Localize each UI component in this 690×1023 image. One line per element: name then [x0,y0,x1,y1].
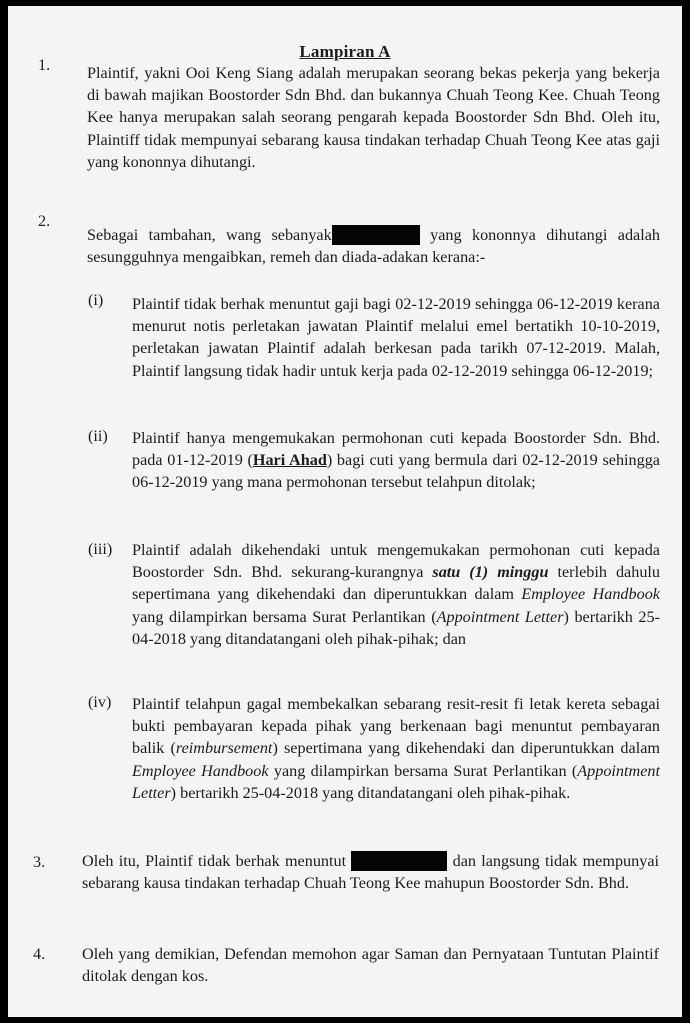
item-iii [132,539,660,650]
paragraph-2-text-a: Sebagai tambahan, wang sebanyak [87,226,332,244]
item-iii-text-d: ) bertarikh 25-04-2018 yang ditandatangani oleh pihak-pihak; dan [132,607,661,648]
paragraph-3-text-b: dan langsung tidak mempunyai sebarang kausa tindakan terhadap Chuah Teong Kee mahupun Boostorder Sdn. Bhd. [82,852,660,893]
paragraph-2-number: 2. [38,212,51,230]
item-ii [132,427,660,494]
employee-handbook-term: Employee Handbook [521,585,660,604]
paragraph-3-number: 3. [33,853,46,871]
item-ii-text-a: Plaintif hanya mengemukakan permohonan cuti kepada Boostorder Sdn. Bhd. pada 01-12-2019 ( [132,429,660,470]
paragraph-2-text-b: yang kononnya dihutangi adalah sesungguhnya mengaibkan, remeh dan diada-adakan kerana:- [87,226,660,267]
satu-minggu-emphasis: satu (1) minggu [432,563,549,582]
appointment-letter-term: Appointment Letter [132,761,660,802]
item-ii-number: (ii) [88,427,108,445]
document-title: Lampiran A [299,42,391,61]
paragraph-1-number: 1. [38,56,51,74]
item-ii-text-b: ) bagi cuti yang bermula dari 02-12-2019 sehingga 06-12-2019 yang mana permohonan tersebut telahpun ditolak; [132,451,660,492]
item-iv-text-c: yang dilampirkan bersama Surat Perlantikan ( [273,761,578,780]
item-iii-text-b: terlebih dahulu sepertimana yang dikehendaki dan diperuntukkan dalam [132,563,661,604]
paragraph-2 [87,224,660,268]
employee-handbook-term: Employee Handbook [132,761,269,780]
document-page [8,6,682,1017]
item-i: Plaintif tidak berhak menuntut gaji bagi 02-12-2019 sehingga 06-12-2019 kerana menurut notis perletakan jawatan Plaintif melalui emel bertatikh 10-10-2019, perletakan jawatan Plaintif adalah berkesan pada tarikh 07-12-2019. Malah, Plaintif langsung tidak hadir untuk kerja pada 02-12-2019 sehingga 06-12-2019; [132,295,660,380]
item-iv-text-a: Plaintif telahpun gagal membekalkan sebarang resit-resit fi letak kereta sebagai bukti pembayaran kepada pihak yang berkenaan bagi menuntut pembayaran balik ( [132,695,660,758]
item-iii-text-c: yang dilampirkan bersama Surat Perlantikan ( [132,607,437,626]
paragraph-4-number: 4. [33,945,46,963]
item-i-number: (i) [88,291,104,309]
redacted-amount-2 [351,851,447,871]
redacted-amount-1 [332,225,420,245]
item-iii-text-a: Plaintif adalah dikehendaki untuk mengemukakan permohonan cuti kepada Boostorder Sdn. Bhd. sekurang-kurangnya [132,541,660,582]
paragraph-1: Plaintif, yakni Ooi Keng Siang adalah merupakan seorang bekas pekerja yang bekerja di bawah majikan Boostorder Sdn Bhd. dan bukannya Chuah Teong Kee. Chuah Teong Kee hanya merupakan salah seorang pengarah kepada Boostorder Sdn Bhd. Oleh itu, Plaintiff tidak mempunyai sebarang kausa tindakan terhadap Chuah Teong Kee atas gaji yang kononnya dihutangi. [87,64,660,171]
paragraph-3 [82,850,659,894]
item-iii-number: (iii) [88,540,113,558]
paragraph-3-text-a: Oleh itu, Plaintif tidak berhak menuntut [82,852,347,870]
reimbursement-term: reimbursement [175,739,273,758]
appointment-letter-term: Appointment Letter [436,607,564,626]
item-iv [132,693,660,804]
item-iv-number: (iv) [88,693,112,711]
hari-ahad-emphasis: Hari Ahad [252,451,327,470]
item-iv-text-b: ) sepertimana yang dikehendaki dan diperuntukkan dalam [272,739,660,758]
paragraph-4: Oleh yang demikian, Defendan memohon agar Saman dan Pernyataan Tuntutan Plaintif ditolak dengan kos. [82,945,659,986]
item-iv-text-d: ) bertarikh 25-04-2018 yang ditandatangani oleh pihak-pihak. [170,783,571,802]
